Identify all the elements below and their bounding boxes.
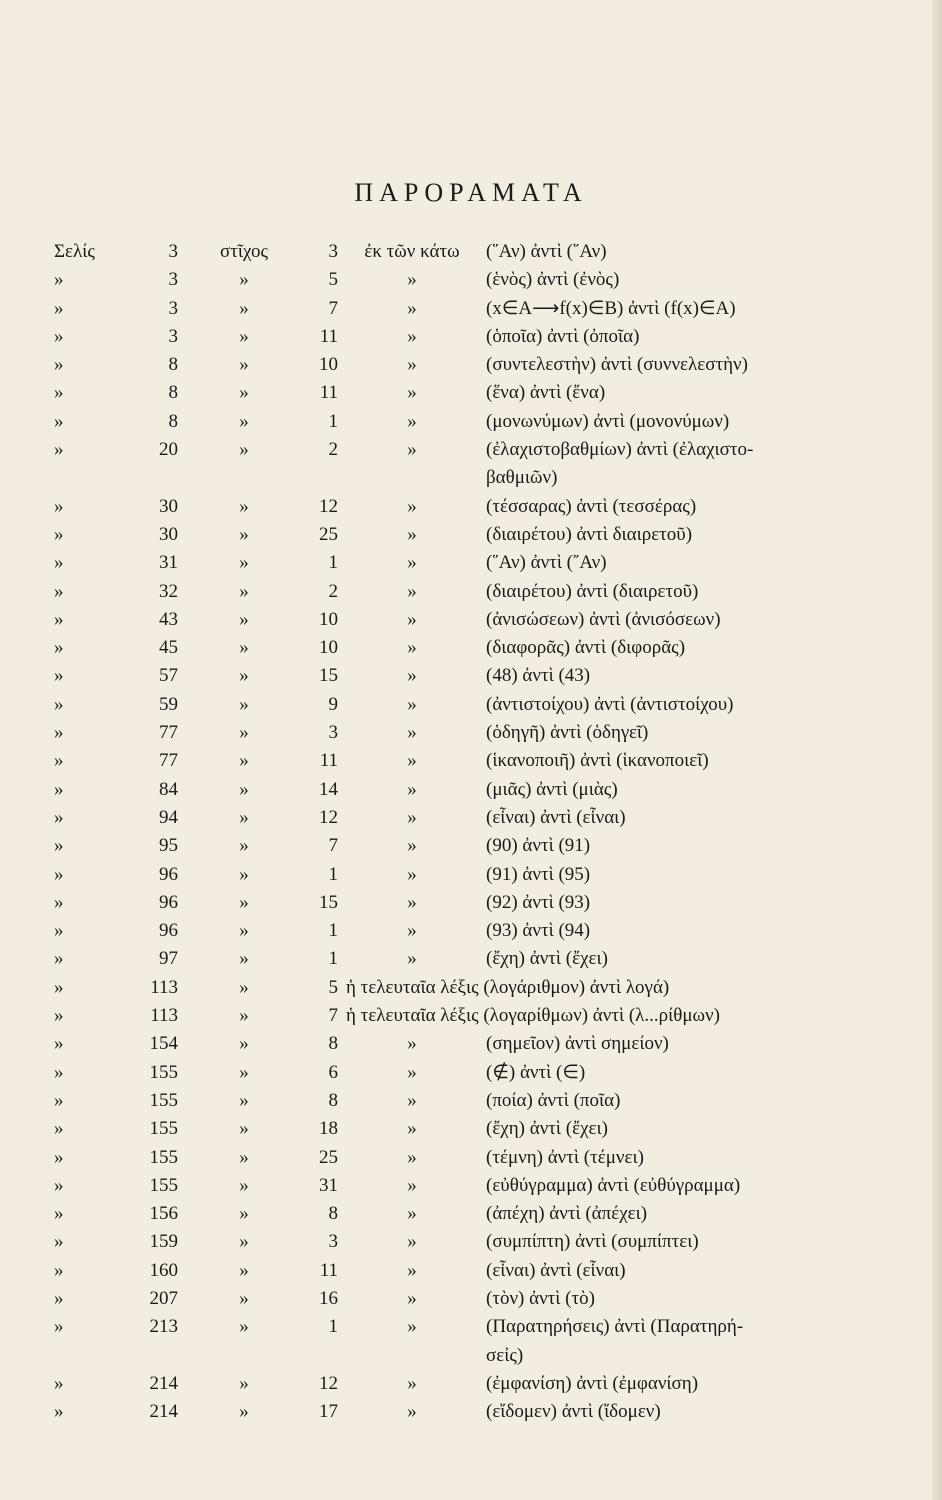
line-number: 2 [328, 439, 338, 461]
ditto-mark: » [54, 693, 64, 715]
correction-text-continued: βαθμιῶν) [486, 467, 558, 489]
ditto-mark: » [54, 297, 64, 319]
line-number: 12 [319, 806, 338, 828]
ditto-mark: » [407, 863, 417, 885]
ditto-mark: » [407, 1401, 417, 1423]
ditto-mark: » [54, 580, 64, 602]
line-number: 11 [319, 325, 338, 347]
page-number: 155 [149, 1146, 178, 1168]
line-number: 2 [328, 580, 338, 602]
line-number: 10 [319, 637, 338, 659]
ditto-mark: » [239, 523, 249, 545]
line-number: 11 [319, 382, 338, 404]
correction-text: ἡ τελευταῖα λέξις (λογάριθμον) ἀντὶ λογά) [346, 976, 670, 998]
ditto-mark: » [239, 920, 249, 942]
errata-row [54, 493, 894, 521]
ditto-mark: » [54, 1287, 64, 1309]
page-number: 155 [149, 1174, 178, 1196]
correction-text: (ἀπέχη) ἀντὶ (ἀπέχει) [486, 1203, 648, 1225]
ditto-mark: » [239, 1174, 249, 1196]
line-number: 12 [319, 495, 338, 517]
line-number: 7 [328, 1005, 338, 1027]
correction-text: (ἱκανοποιῆ) ἀντὶ (ἱκανοποιεῖ) [486, 750, 709, 772]
correction-text: (93) ἀντὶ (94) [486, 920, 591, 942]
ditto-mark: » [239, 693, 249, 715]
ditto-mark: » [239, 382, 249, 404]
page-number: 96 [159, 891, 178, 913]
ditto-mark: » [407, 580, 417, 602]
ditto-mark: » [239, 354, 249, 376]
errata-row-continuation [54, 464, 894, 492]
correction-text: (εἶναι) ἀντὶ (εἷναι) [486, 806, 626, 828]
correction-text: (εἴδομεν) ἀντὶ (ἴδομεν) [486, 1401, 661, 1423]
ditto-mark: » [54, 750, 64, 772]
ditto-mark: » [407, 297, 417, 319]
ditto-mark: » [407, 920, 417, 942]
errata-row [54, 1115, 894, 1143]
line-number: 1 [328, 863, 338, 885]
page-number: 59 [159, 693, 178, 715]
errata-row [54, 832, 894, 860]
ditto-mark: » [407, 948, 417, 970]
ditto-mark: » [54, 891, 64, 913]
ditto-mark: » [407, 495, 417, 517]
errata-row [54, 1285, 894, 1313]
ditto-mark: » [239, 637, 249, 659]
ditto-mark: » [54, 354, 64, 376]
page-number: 156 [149, 1203, 178, 1225]
line-number: 15 [319, 665, 338, 687]
page-number: 154 [149, 1033, 178, 1055]
errata-row [54, 719, 894, 747]
page-number: 214 [149, 1401, 178, 1423]
page-number: 32 [159, 580, 178, 602]
ditto-mark: » [239, 1089, 249, 1111]
ditto-mark: » [407, 325, 417, 347]
correction-text: (σημεῖον) ἀντὶ σημείον) [486, 1033, 669, 1055]
ditto-mark: » [407, 382, 417, 404]
ditto-mark: » [239, 1287, 249, 1309]
line-number: 1 [328, 1316, 338, 1338]
ditto-mark: » [239, 863, 249, 885]
correction-text: (συμπίπτη) ἀντὶ (συμπίπτει) [486, 1231, 699, 1253]
correction-text: (ὁποῖα) ἀντὶ (ὀποῖα) [486, 325, 640, 347]
ditto-mark: » [239, 835, 249, 857]
errata-row [54, 379, 894, 407]
ditto-mark: » [239, 750, 249, 772]
line-number: 5 [328, 976, 338, 998]
ditto-mark: » [239, 1231, 249, 1253]
errata-row [54, 323, 894, 351]
errata-row [54, 1087, 894, 1115]
errata-row-continuation [54, 1342, 894, 1370]
errata-row [54, 436, 894, 464]
ditto-mark: » [54, 778, 64, 800]
line-number: 15 [319, 891, 338, 913]
page-number: 159 [149, 1231, 178, 1253]
errata-row [54, 1144, 894, 1172]
errata-row [54, 1313, 894, 1341]
correction-text: (92) ἀντὶ (93) [486, 891, 591, 913]
page-number: 155 [149, 1061, 178, 1083]
errata-row [54, 1257, 894, 1285]
correction-text: (90) ἀντὶ (91) [486, 835, 591, 857]
ditto-mark: » [407, 1316, 417, 1338]
ditto-mark: » [239, 1146, 249, 1168]
ditto-mark: » [54, 1061, 64, 1083]
correction-text: (διαιρέτου) ἀντὶ διαιρετοῦ) [486, 523, 693, 545]
line-number: 11 [319, 750, 338, 772]
errata-row [54, 662, 894, 690]
errata-row [54, 1030, 894, 1058]
errata-row [54, 549, 894, 577]
line-number: 8 [328, 1089, 338, 1111]
ditto-mark: » [54, 552, 64, 574]
errata-row [54, 747, 894, 775]
page-number: 207 [149, 1287, 178, 1309]
errata-row [54, 295, 894, 323]
ditto-mark: » [407, 1259, 417, 1281]
ditto-mark: » [54, 608, 64, 630]
ditto-mark: » [239, 891, 249, 913]
ditto-mark: » [54, 948, 64, 970]
ditto-mark: » [239, 976, 249, 998]
ditto-mark: » [407, 693, 417, 715]
errata-row [54, 1172, 894, 1200]
line-number: 17 [319, 1401, 338, 1423]
errata-row [54, 578, 894, 606]
ditto-mark: » [54, 1259, 64, 1281]
ditto-mark: » [54, 523, 64, 545]
page-number: 43 [159, 608, 178, 630]
errata-row [54, 1059, 894, 1087]
errata-row [54, 408, 894, 436]
ditto-mark: » [407, 1287, 417, 1309]
errata-row [54, 889, 894, 917]
ditto-mark: » [407, 1118, 417, 1140]
page-number: 113 [150, 1005, 178, 1027]
page-number: 97 [159, 948, 178, 970]
correction-text: (μιᾶς) ἀντὶ (μιὰς) [486, 778, 618, 800]
ditto-mark: » [407, 439, 417, 461]
line-number: 6 [328, 1061, 338, 1083]
ditto-mark: » [407, 269, 417, 291]
correction-text: (διαφορᾶς) ἀντὶ (διφορᾶς) [486, 637, 686, 659]
page-number: 45 [159, 637, 178, 659]
ditto-mark: » [239, 1372, 249, 1394]
ditto-mark: » [54, 1174, 64, 1196]
ditto-mark: » [54, 1231, 64, 1253]
line-number: 3 [328, 241, 338, 262]
errata-row [54, 1200, 894, 1228]
ditto-mark: » [407, 750, 417, 772]
ditto-mark: » [239, 665, 249, 687]
errata-row [54, 917, 894, 945]
ditto-mark: » [54, 382, 64, 404]
correction-text: (ἀντιστοίχου) ἀντὶ (ἀντιστοίχου) [486, 693, 734, 715]
ditto-mark: » [54, 325, 64, 347]
page-number: 3 [168, 325, 178, 347]
page-label: Σελίς [54, 241, 95, 262]
ditto-mark: » [239, 297, 249, 319]
ditto-mark: » [239, 439, 249, 461]
ditto-mark: » [239, 722, 249, 744]
ditto-mark: » [54, 835, 64, 857]
page-number: 8 [168, 410, 178, 432]
ditto-mark: » [407, 608, 417, 630]
correction-text: (ἀνισώσεων) ἀντὶ (ἀνισόσεων) [486, 608, 721, 630]
errata-row [54, 266, 894, 294]
line-number: 11 [319, 1259, 338, 1281]
correction-text: (τέμνη) ἀντὶ (τέμνει) [486, 1146, 644, 1168]
line-number: 1 [328, 920, 338, 942]
errata-row [54, 861, 894, 889]
ditto-mark: » [407, 665, 417, 687]
ditto-mark: » [407, 354, 417, 376]
page-number: 96 [159, 863, 178, 885]
ditto-mark: » [407, 1372, 417, 1394]
ditto-mark: » [407, 1146, 417, 1168]
errata-row [54, 1002, 894, 1030]
page-number: 3 [168, 241, 178, 262]
correction-text: (διαιρέτου) ἀντὶ (διαιρετοῦ) [486, 580, 699, 602]
ditto-mark: » [239, 1203, 249, 1225]
correction-text: (ὁδηγῆ) ἀντὶ (ὁδηγεῖ) [486, 722, 649, 744]
ditto-mark: » [54, 920, 64, 942]
ditto-mark: » [407, 1174, 417, 1196]
ditto-mark: » [407, 1033, 417, 1055]
ditto-mark: » [54, 1005, 64, 1027]
line-number: 14 [319, 778, 338, 800]
correction-text: (91) ἀντὶ (95) [486, 863, 591, 885]
correction-text: (εὐθύγραμμα) ἀντὶ (εὐθύγραμμα) [486, 1174, 741, 1196]
page-number: 84 [159, 778, 178, 800]
ditto-mark: » [239, 1033, 249, 1055]
correction-text: (48) ἀντὶ (43) [486, 665, 591, 687]
correction-text: ἡ τελευταῖα λέξις (λογαρίθμων) ἀντὶ (λ...ρίθμων) [346, 1005, 720, 1027]
line-number: 1 [328, 410, 338, 432]
ditto-mark: » [239, 1005, 249, 1027]
ditto-mark: » [239, 269, 249, 291]
page-number: 113 [150, 976, 178, 998]
ditto-mark: » [54, 637, 64, 659]
page-number: 155 [149, 1089, 178, 1111]
correction-text-continued: σεἰς) [486, 1344, 524, 1366]
ditto-mark: » [54, 1146, 64, 1168]
line-number: 25 [319, 1146, 338, 1168]
ditto-mark: » [54, 1203, 64, 1225]
errata-row [54, 776, 894, 804]
page-number: 30 [159, 495, 178, 517]
ditto-mark: » [54, 1401, 64, 1423]
ditto-mark: » [239, 806, 249, 828]
correction-text: (μονωνύμων) ἀντὶ (μονονύμων) [486, 410, 730, 432]
ditto-mark: » [239, 1316, 249, 1338]
correction-text: (῞Αν) ἀντὶ (῎Αν) [486, 552, 607, 574]
errata-row [54, 351, 894, 379]
line-number: 3 [328, 722, 338, 744]
line-number: 18 [319, 1118, 338, 1140]
ditto-mark: » [239, 1259, 249, 1281]
correction-text: (ἕνα) ἀντὶ (ἔνα) [486, 382, 606, 404]
page-title: ΠΑΡΟΡΑΜΑΤΑ [354, 178, 588, 207]
errata-list [54, 238, 894, 1426]
line-number: 5 [328, 269, 338, 291]
line-number: 8 [328, 1203, 338, 1225]
ditto-mark: » [407, 806, 417, 828]
correction-text: (ἔχη) ἀντὶ (ἔχει) [486, 948, 608, 970]
line-number: 10 [319, 608, 338, 630]
ditto-mark: » [239, 495, 249, 517]
page-number: 57 [159, 665, 178, 687]
page-number: 214 [149, 1372, 178, 1394]
ditto-mark: » [407, 410, 417, 432]
line-number: 8 [328, 1033, 338, 1055]
line-number: 7 [328, 835, 338, 857]
page-number: 96 [159, 920, 178, 942]
ditto-mark: » [407, 1231, 417, 1253]
ditto-mark: » [407, 835, 417, 857]
ditto-mark: » [407, 891, 417, 913]
ditto-mark: » [239, 1401, 249, 1423]
page-number: 77 [159, 722, 178, 744]
ditto-mark: » [407, 552, 417, 574]
ditto-mark: » [54, 495, 64, 517]
line-number: 1 [328, 948, 338, 970]
page-number: 3 [168, 269, 178, 291]
correction-text: (∉) ἀντὶ (∈) [486, 1061, 586, 1083]
ditto-mark: » [239, 948, 249, 970]
errata-row [54, 804, 894, 832]
correction-text: (ἐλαχιστοβαθμίων) ἀντὶ (ἐλαχιστο- [486, 439, 754, 461]
correction-text: (ἑνὸς) ἀντὶ (ἐνὸς) [486, 269, 620, 291]
correction-text: (῞Αν) ἀντὶ (῞Αν) [486, 241, 607, 262]
page-number: 95 [159, 835, 178, 857]
line-number: 10 [319, 354, 338, 376]
ditto-mark: » [54, 1118, 64, 1140]
ditto-mark: » [407, 722, 417, 744]
ditto-mark: » [54, 439, 64, 461]
page-number: 213 [149, 1316, 178, 1338]
page-number: 77 [159, 750, 178, 772]
correction-text: (εἶναι) ἀντὶ (εἷναι) [486, 1259, 626, 1281]
errata-row [54, 974, 894, 1002]
errata-row [54, 1228, 894, 1256]
ditto-mark: » [239, 1061, 249, 1083]
ditto-mark: » [54, 269, 64, 291]
line-number: 31 [319, 1174, 338, 1196]
page-number: 20 [159, 439, 178, 461]
correction-text: (Παρατηρήσεις) ἀντὶ (Παρατηρή- [486, 1316, 744, 1338]
ditto-mark: » [54, 1316, 64, 1338]
correction-text: (συντελεστὴν) ἀντὶ (συννελεστὴν) [486, 354, 748, 376]
ditto-mark: » [54, 863, 64, 885]
ditto-mark: » [239, 325, 249, 347]
position-label: ἐκ τῶν κάτω [364, 241, 460, 262]
line-number: 9 [328, 693, 338, 715]
line-number: 7 [328, 297, 338, 319]
ditto-mark: » [54, 976, 64, 998]
errata-row [54, 1370, 894, 1398]
errata-row [54, 606, 894, 634]
errata-row [54, 691, 894, 719]
ditto-mark: » [407, 1061, 417, 1083]
page-number: 94 [159, 806, 178, 828]
line-label: στῖχος [219, 241, 269, 262]
errata-row [54, 945, 894, 973]
ditto-mark: » [407, 523, 417, 545]
page-number: 3 [168, 297, 178, 319]
correction-text: (τέσσαρας) ἀντὶ (τεσσέρας) [486, 495, 697, 517]
ditto-mark: » [239, 778, 249, 800]
page-number: 8 [168, 382, 178, 404]
errata-row [54, 634, 894, 662]
ditto-mark: » [407, 778, 417, 800]
correction-text: (x∈A⟶f(x)∈B) ἀντὶ (f(x)∈A) [486, 297, 736, 319]
ditto-mark: » [239, 1118, 249, 1140]
correction-text: (ἐμφανίση) ἀντὶ (ἐμφανίση) [486, 1372, 699, 1394]
correction-text: (ποία) ἀντὶ (ποῖα) [486, 1089, 621, 1111]
page-number: 30 [159, 523, 178, 545]
ditto-mark: » [54, 806, 64, 828]
line-number: 12 [319, 1372, 338, 1394]
line-number: 3 [328, 1231, 338, 1253]
page-number: 31 [159, 552, 178, 574]
line-number: 16 [319, 1287, 338, 1309]
line-number: 25 [319, 523, 338, 545]
errata-row [54, 521, 894, 549]
line-number: 1 [328, 552, 338, 574]
ditto-mark: » [239, 580, 249, 602]
ditto-mark: » [54, 1033, 64, 1055]
ditto-mark: » [407, 637, 417, 659]
ditto-mark: » [54, 722, 64, 744]
ditto-mark: » [54, 665, 64, 687]
ditto-mark: » [239, 410, 249, 432]
ditto-mark: » [239, 552, 249, 574]
errata-row [54, 238, 894, 266]
errata-row [54, 1398, 894, 1426]
ditto-mark: » [54, 410, 64, 432]
page-number: 155 [149, 1118, 178, 1140]
page-edge [932, 0, 942, 1500]
ditto-mark: » [54, 1089, 64, 1111]
ditto-mark: » [54, 1372, 64, 1394]
ditto-mark: » [407, 1203, 417, 1225]
page-number: 8 [168, 354, 178, 376]
ditto-mark: » [407, 1089, 417, 1111]
correction-text: (ἔχη) ἀντὶ (ἔχει) [486, 1118, 608, 1140]
ditto-mark: » [239, 608, 249, 630]
correction-text: (τὸν) ἀντὶ (τὸ) [486, 1287, 595, 1309]
page-number: 160 [149, 1259, 178, 1281]
